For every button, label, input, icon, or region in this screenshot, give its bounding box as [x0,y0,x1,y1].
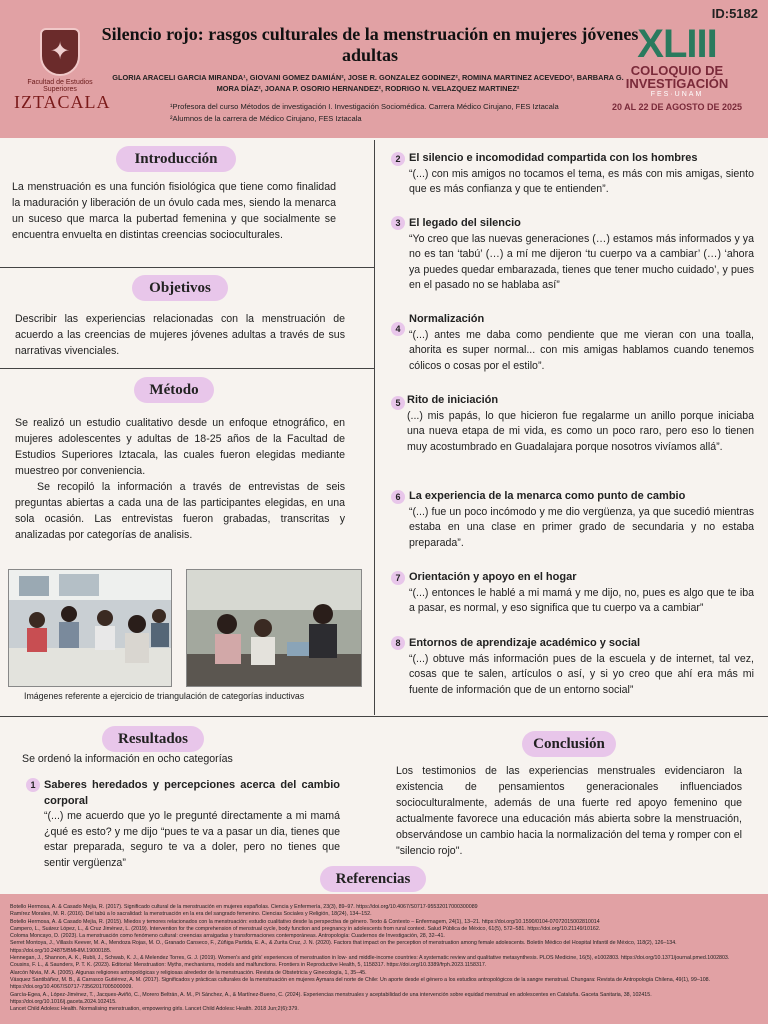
coloquio-logo [608,24,746,112]
category-1-quote: “(...) me acuerdo que yo le pregunté directamente a mi mamá ¿qué es esto? y me dijo “pues te va a pasar un dia, tienes que estar preparada, seguro te va a doler, pero no tienes que sentir vergüenza” [44,810,340,869]
category-8-quote: “(...) obtuve más información pues de la escuela y de internet, tal vez, cosas que te salen, artículos o así, y si yo creo que ahí era más mi fuente de información que de un entorno social” [409,652,754,696]
reference-item: Campero, L., Suárez López, L., & Cruz Jiménez, L. (2019). Intervention for the comprehension of menstrual cycle, body function and pregnancy in adolescents from rural context. Salud Pública de México, 61(5), 572–581. https://doi.org/10.21149/10162. [10,925,601,932]
divider-intro [0,267,374,268]
category-5 [407,393,754,455]
affiliations [170,101,610,125]
category-4 [409,312,754,374]
category-8-title: Entornos de aprendizaje académico y social [409,637,641,649]
unam-crest-icon: ✦ [40,28,80,76]
category-3-title: El legado del silencio [409,217,521,229]
category-5-title: Rito de iniciación [407,394,499,406]
category-6-title: La experiencia de la menarca como punto de cambio [409,490,686,502]
photo-classroom-1-image [9,570,172,687]
authors: GLORIA ARACELI GARCIA MIRANDA¹, GIOVANI GOMEZ DAMIÁN², JOSE R. GONZALEZ GODINEZ², ROMINA MARTINEZ ACEVEDO², BARBARA G. MORA DÍAZ², JOANA P. OSORIO HERNANDEZ², RODRIGO N. VELAZQUEZ MARTINEZ² [112,73,624,93]
conclusion-heading: Conclusión [522,731,616,757]
photo-classroom-1 [8,569,172,687]
resultados-heading: Resultados [102,726,204,752]
category-3-number: 3 [391,216,405,230]
reference-item: Alarcón Nivia, M. A. (2005). Algunas religiones antropológicas y religiosas alrededor de la menstruación. Revista de Obstetricia y Ginecología, 1, 35–45. [10,969,367,976]
photo-classroom-2 [186,569,362,687]
metodo-paragraph-2: Se recopiló la información a través de entrevistas de seis preguntas abiertas a cada una de las participantes elegidas, en una sola ocasión. Las entrevistas fueron grabadas, transcritas y analizadas por categorías de analisis. [15,481,345,541]
category-3 [409,216,754,294]
referencias-heading: Referencias [320,866,426,892]
poster-header [0,0,768,138]
divider-objetivos [0,368,374,369]
reference-item: Vásquez Santibáñez, M. B., & Carrasco Gutiérrez, A. M. (2017). Significados y prácticas culturales de la menstruación en mujeres Aymara del norte de Chile: Un aporte desde el género a los estudios antropológicos de la sangre menstrual. Chungara: Revista de Antropología Chilena, 49(1), 99–108. https://doi.org/10.4067/S0717-73562017005000009. [10,976,711,991]
category-1-title: Saberes heredados y percepciones acerca del cambio corporal [44,779,340,807]
poster-id: ID:5182 [711,6,758,21]
reference-item: Coloma Moncayo, D. (2023). La menstruación como fenómeno cultural: creencias arraigadas y transformaciones contemporáneas. Antropología: Cuadernos de Investigación, 28, 32–41. [10,933,445,940]
reference-item: Serret Montoya, J., Villasís Keever, M. A., Mendoza Rojas, M. O., Granado Canseco, F., Zúñiga Partida, E. A., & Zurita Cruz, J. N. (2020). Factors that impact on the perception of menstruation among female adolescents. Boletín Médico del Hospital Infantil de México, 118(2), 126–134. https://doi.org/10.24875/BMHIM.19000185. [10,940,677,954]
category-2 [409,151,754,198]
category-1 [44,778,340,871]
category-5-number: 5 [391,396,405,410]
category-8-number: 8 [391,636,405,650]
category-4-title: Normalización [409,313,485,325]
category-8 [409,636,754,698]
references-list [0,894,768,1013]
category-3-quote: “Yo creo que las nuevas generaciones (…) estamos más informados y ya no es tan ‘tabú’ (…) a mí me dijeron ‘tu cuerpo va a cambiar’ (…) ‘ahora ya puedes quedar embarazada, tienes que tener mucho cuidado’, y pues en el pasado no se hablaba así” [409,232,754,291]
metodo-heading: Método [134,377,214,403]
reference-item: Ramírez Morales, M. R. (2016). Del tabú a lo sacralidad: la menstruación en la era del sangrado femenino. Ciencias Sociales y Religión, 18(24), 134–152. [10,911,372,918]
reference-item: Lancet Child Adolesc Health. Normalising menstruation, empowering girls. Lancet Child Adolesc Health. 2018 Jun;2(6):379. [10,1006,299,1013]
category-7 [409,570,754,617]
category-1-number: 1 [26,778,40,792]
resultados-intro: Se ordenó la información en ocho categorías [22,753,233,765]
conclusion-text: Los testimonios de las experiencias menstruales evidenciaron la existencia de pensamientos generacionales influenciados socioculturalmente, además de una fuerte red apoyo femenino que actualmente favorece una educación más abierta sobre la menstruación, observándose un cambio hacia la normalización del tema y romper con el "silencio rojo". [396,765,742,857]
category-6 [409,489,754,551]
category-2-quote: “(...) con mis amigos no tocamos el tema, es más con mis amigas, siento que es más confianza y que te entienden”. [409,167,754,195]
category-7-number: 7 [391,571,405,585]
coloquio-line2: INVESTIGACIÓN [625,76,729,91]
category-7-quote: “(...) entonces le hablé a mi mamá y me dijo, no, pues es algo que te iba a pasar, es normal, y eso significa que tu cuerpo va a cambiar” [409,586,754,614]
photo-classroom-2-image [187,570,362,687]
category-4-number: 4 [391,322,405,336]
logo-iztacala-text: IZTACALA [14,92,111,112]
introduccion-text: La menstruación es una función fisiológica que tiene como finalidad la maduración y liberación de un óvulo cada mes, siendo la menarca un suceso que marca la pubertad femenina y que socialmente se encuentra envuelta en distintas creencias socioculturales. [12,181,336,241]
reference-item: Botello Hermosa, A. & Casado Mejía, R. (2015). Miedos y temores relacionados con la menstruación: estudio cualitativo desde la perspectiva de género. Texto & Contexto – Enfermagem, 24(1), 13–21. https://doi.org/10.1590/0104-07072015002810014 [10,918,600,925]
category-2-title: El silencio e incomodidad compartida con los hombres [409,152,698,164]
category-4-quote: “(...) antes me daba como pendiente que me vieran con una toalla, ahorita es super normal... con mis amigas hablamos cuando tenemos cólicos o cosas por el estilo”. [409,328,754,372]
metodo-paragraph-1: Se realizó un estudio cualitativo desde un enfoque etnográfico, en mujeres adolescentes y adultas de 18-25 años de la Facultad de Estudios Superiores Iztacala, las cuales fueron elegidas mediante muestreo por conveniencia. [15,417,345,477]
reference-item: Hennegan, J., Shannon, A. K., Rubli, J., Schwab, K. J., & Melendez Torres, G. J. (2019). Women's and girls' experiences of menstruation in low- and middle-income countries: A systematic review and qualitative metasynthesis. PLOS Medicine, 16(5), e1002803. https://doi.org/10.1371/journal.pmed.1002803. [10,955,730,962]
reference-item: Cousins, F. L., & Saunders, P. T. K. (2023). Editorial: Menstruation: Myths, mechanisms, models and malfunctions. Frontiers in Reproductive Health, 5, 1158317. https://doi.org/10.3389/frph.2023.1158317. [10,962,487,969]
coloquio-dates: 20 AL 22 DE AGOSTO DE 2025 [611,102,743,112]
logo-fes-text: Facultad de Estudios Superiores [27,79,93,93]
divider-results [0,716,768,717]
category-7-title: Orientación y apoyo en el hogar [409,571,577,583]
category-2-number: 2 [391,152,405,166]
column-divider [374,140,375,715]
affiliation-2: ²Alumnos de la carrera de Médico Cirujano, FES Iztacala [170,114,362,123]
introduccion-heading: Introducción [116,146,236,172]
coloquio-mark: XLIII [637,22,717,66]
affiliation-1: ¹Profesora del curso Métodos de investigación I. Investigación Sociomédica. Carrera Médico Cirujano, FES Iztacala [170,102,559,111]
fes-iztacala-logo [14,28,111,112]
category-5-quote: (...) mis papás, lo que hicieron fue regalarme un anillo porque iniciaba una nueva etapa de mi vida, es como un poco raro, pero eso lo tienen muy acostumbrado en Guadalajara porque nosotros vivíamos allá”. [407,409,754,453]
category-6-quote: “(...) fue un poco incómodo y me dio vergüenza, ya que sucedió mientras estaba en una clase en primer grado de secundaria y no estaba preparada”. [409,505,754,549]
objetivos-text: Describir las experiencias relacionadas con la menstruación de acuerdo a las creencias de mujeres jóvenes adultas a través de sus narrativas vivenciales. [15,313,345,357]
poster-title: Silencio rojo: rasgos culturales de la menstruación en mujeres jóvenes adultas [101,24,639,65]
photos-caption: Imágenes referente a ejercicio de triangulación de categorías inductivas [24,691,305,701]
references-section [0,894,768,1024]
category-6-number: 6 [391,490,405,504]
metodo-text [15,415,345,543]
reference-item: Botello Hermosa, A. & Casado Mejía, R. (2017). Significado cultural de la menstruación en mujeres españolas. Ciencia y Enfermería, 23(3), 89–97. https://doi.org/10.4067/S0717-95532017000300089 [10,904,478,910]
reference-item: García-Egea, A., López-Jiménez, T., Jacques-Aviñó, C., Morero Beltrán, A. M., Pi Sánchez, A., & Martínez-Bueno, C. (2024). Experiencias menstruales y aceptabilidad de una intervención sobre equidad menstrual en adolescentes en Cataluña. Gaceta Sanitaria, 38, 102415. https://doi.org/10.1016/j.gaceta.2024.102415. [10,991,652,1005]
coloquio-line1: COLOQUIO DE [630,63,724,78]
coloquio-line3: FES·UNAM [650,91,704,98]
objetivos-heading: Objetivos [132,275,228,301]
